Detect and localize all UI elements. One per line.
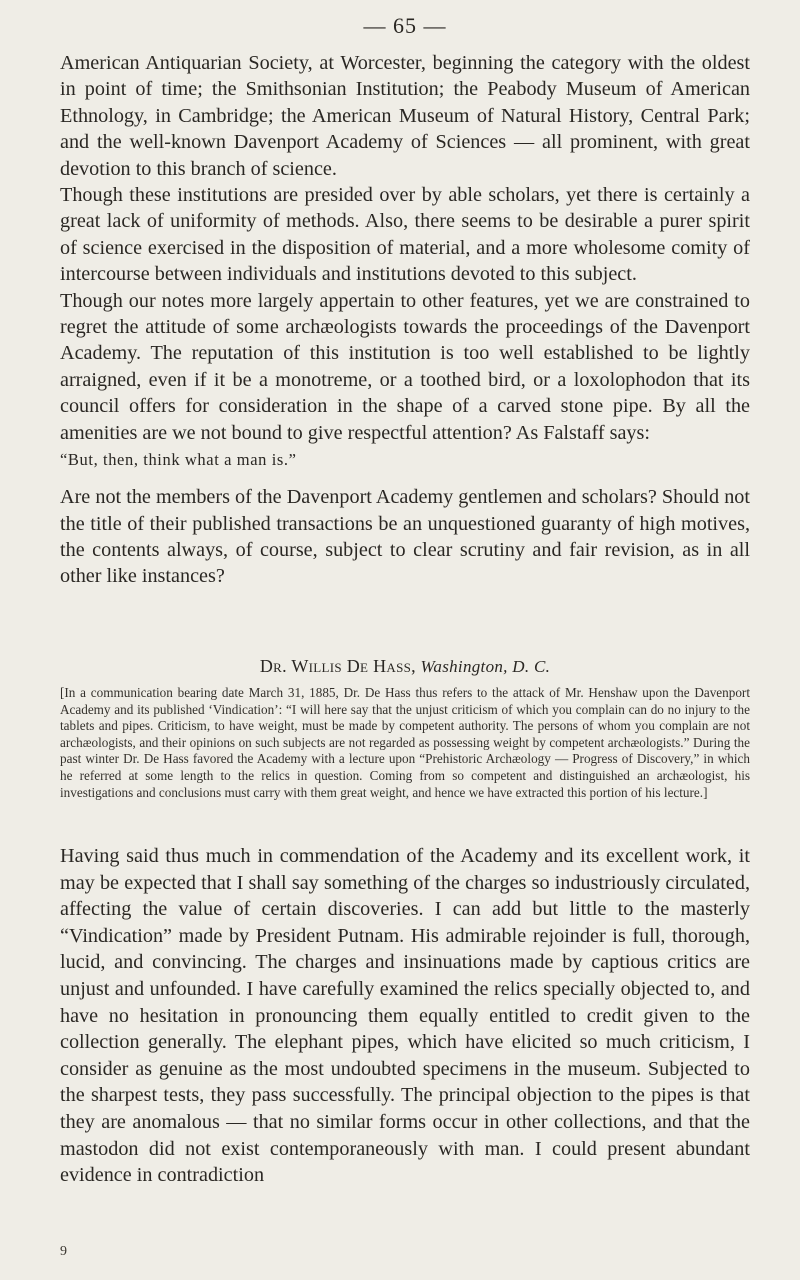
lecture-text-block bbox=[60, 843, 750, 1189]
author-name: Dr. Willis De Hass, bbox=[259, 656, 416, 676]
author-place: Washington, D. C. bbox=[420, 657, 551, 676]
author-byline bbox=[60, 656, 750, 677]
main-text-block bbox=[60, 50, 750, 590]
paragraph-5: Having said thus much in commendation of the Academy and its excellent work, it may be expected that I shall say something of the charges so industriously circulated, affecting the value of certain discoveries. I can add but little to the masterly “Vindication” made by President Putnam. His admirable rejoinder is full, thorough, lucid, and convincing. The charges and insinuations made by captious critics are unjust and unfounded. I have carefully examined the relics specially objected to, and have no hesitation in pronouncing them equally entitled to credit given to the collection generally. The elephant pipes, which have elicited so much criticism, I consider as genuine as the most undoubted specimens in the museum. Subjected to the sharpest tests, they pass successfully. The principal objection to the pipes is that they are anomalous — that no similar forms occur in other collections, and that the mastodon did not exist contemporaneously with man. I could present abundant evidence in contradiction bbox=[60, 845, 750, 1187]
paragraph-4: Are not the members of the Davenport Academy gentlemen and scholars? Should not the title of their published transactions be an unquestioned guaranty of high motives, the contents always, of course, subject to clear scrutiny and fair revision, as in all other like instances? bbox=[60, 486, 750, 588]
paragraph-3: Though our notes more largely appertain to other features, yet we are constrained to regret the attitude of some archæologists towards the proceedings of the Davenport Academy. The reputation of this institution is too well established to be lightly arraigned, even if it be a monotreme, or a toothed bird, or a loxolophodon that its council offers for consideration in the shape of a carved stone pipe. By all the amenities are we not bound to give respectful attention? As Falstaff says: bbox=[60, 289, 750, 444]
editor-note: [In a communication bearing date March 31, 1885, Dr. De Hass thus refers to the attack of Mr. Henshaw upon the Davenport Academy and its published ‘Vindication’: “I will here say that the unjust criticism of which you complain can do no injury to the tablets and pipes. Criticism, to have weight, must be made by competent authority. The persons of whom you complain are not archæologists, and their opinions on such subjects are not regarded as possessing weight by competent archæologists.” During the past winter Dr. De Hass favored the Academy with a lecture upon “Prehistoric Archæology — Progress of Discovery,” in which he referred at some length to the relics in question. Coming from so competent and distinguished an archæologist, his investigations and conclusions must carry with them great weight, and hence we have extracted this portion of his lecture.] bbox=[60, 685, 750, 800]
signature-mark: 9 bbox=[60, 1244, 67, 1259]
falstaff-quote: “But, then, think what a man is.” bbox=[60, 450, 297, 470]
paragraph-2: Though these institutions are presided over by able scholars, yet there is certainly a great lack of uniformity of methods. Also, there seems to be desirable a purer spirit of science exercised in the disposition of material, and a more wholesome comity of intercourse between individuals and institutions devoted to this subject. bbox=[60, 184, 750, 286]
page-number: — 65 — bbox=[363, 13, 447, 38]
paragraph-1: American Antiquarian Society, at Worcester, beginning the category with the oldest in point of time; the Smithsonian Institution; the Peabody Museum of American Ethnology, in Cambridge; the American Museum of Natural History, Central Park; and the well-known Davenport Academy of Sciences — all prominent, with great devotion to this branch of science. bbox=[60, 52, 750, 180]
